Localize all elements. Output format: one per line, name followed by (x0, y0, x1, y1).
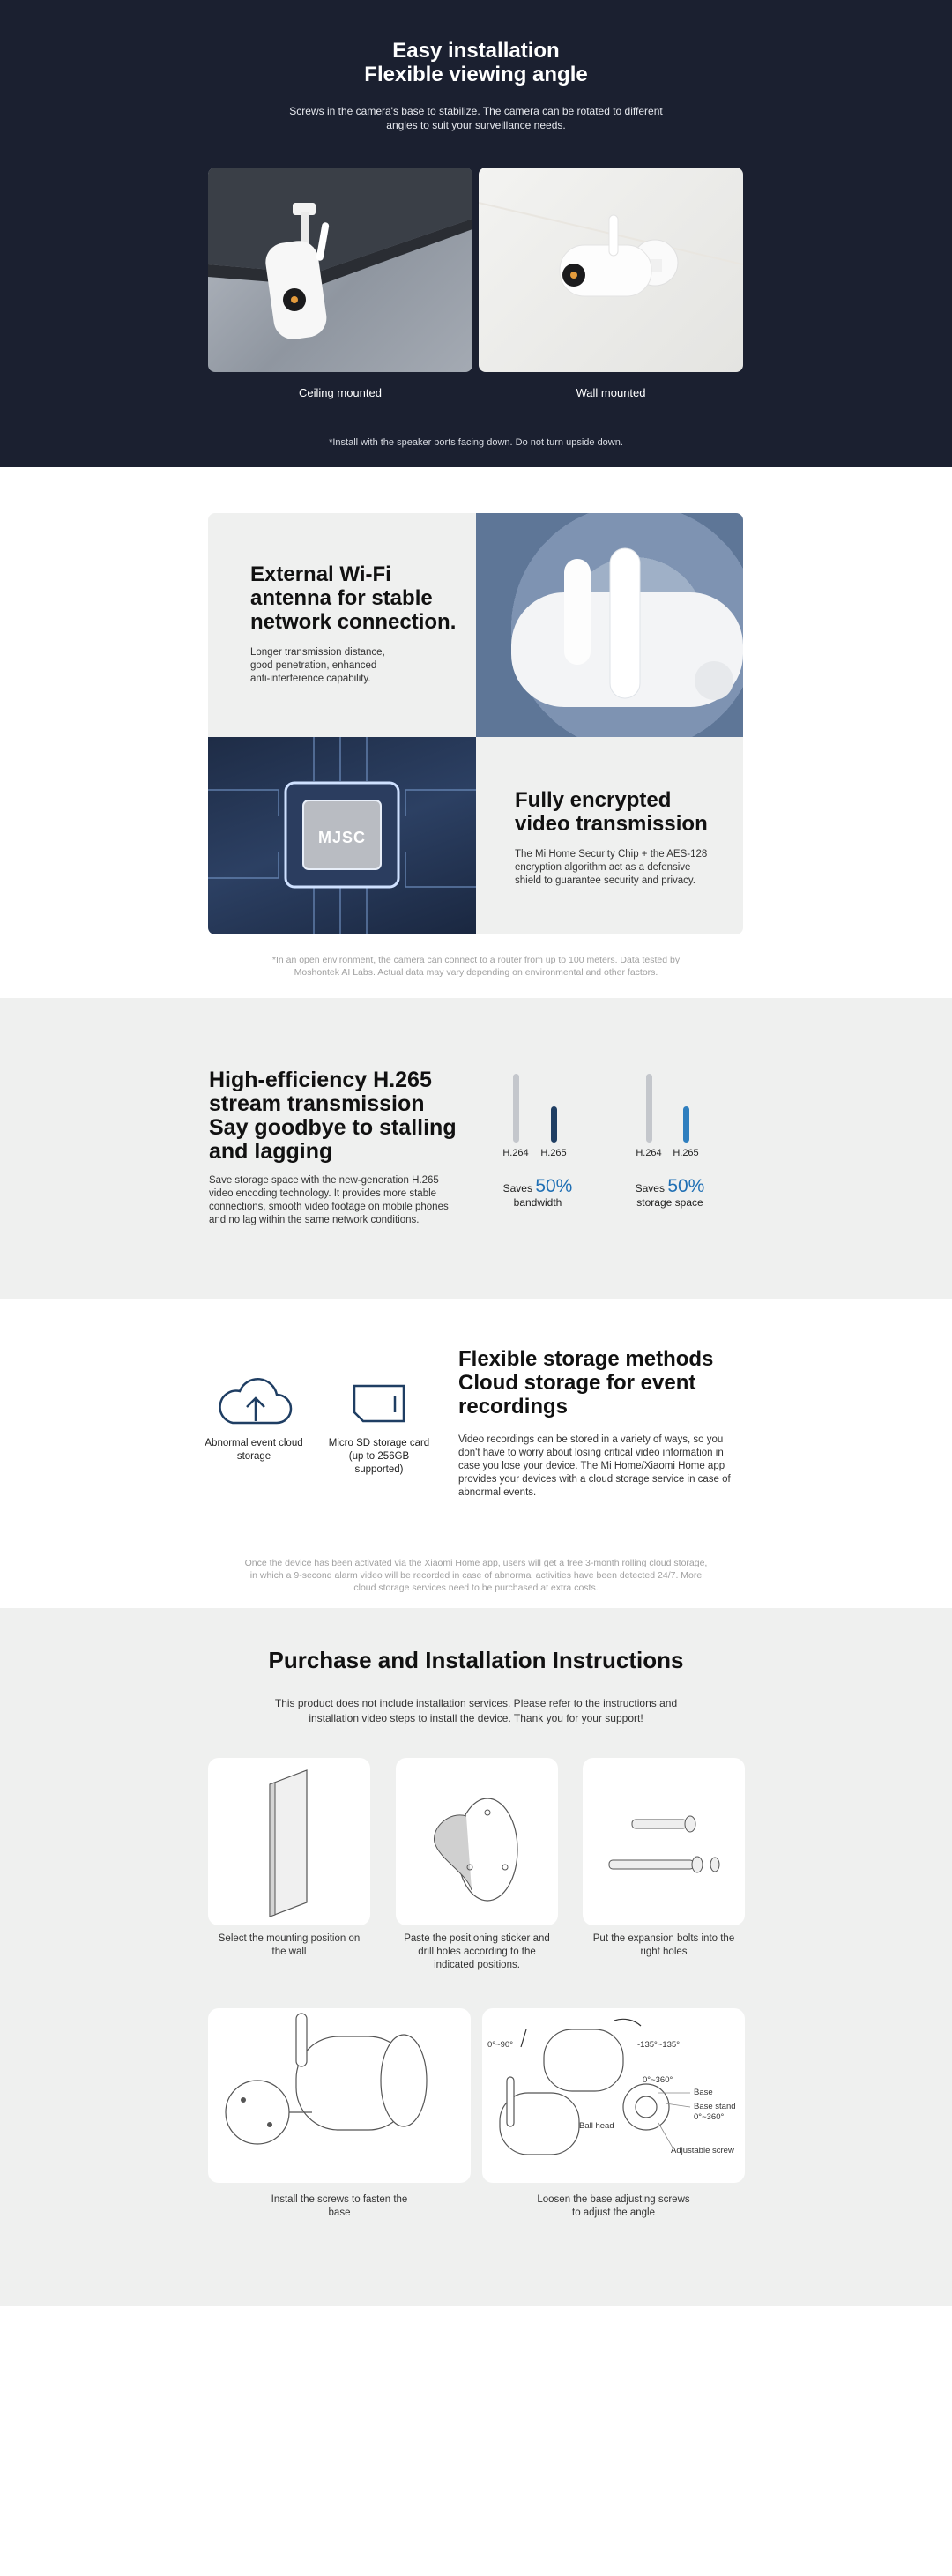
h265-title: High-efficiency H.265 stream transmission Say goodbye to stalling and lagging (209, 1068, 457, 1164)
step-5-caption: Loosen the base adjusting screws to adjust the angle (537, 2194, 690, 2218)
h264-storage-bar (646, 1074, 652, 1143)
step-3-caption: Put the expansion bolts into the right holes (592, 1933, 735, 1957)
h265-label: H.265 (673, 1148, 699, 1158)
sd-card-icon (351, 1382, 407, 1425)
antenna-illustration (476, 513, 743, 737)
base-annotation: Base (694, 2088, 713, 2097)
expansion-bolts-illustration (583, 1758, 745, 1925)
base-stand-annotation: Base stand (694, 2102, 736, 2111)
adjustable-screw-annotation: Adjustable screw (671, 2146, 734, 2155)
encryption-text-block (515, 788, 726, 888)
h265-description: Save storage space with the new-generation H.265 video encoding technology. It provides more stable connections, smooth video footage on mobile phones and no lag within the same network conditions. (209, 1175, 449, 1225)
wifi-text-block (250, 562, 471, 686)
chip-label: MJSC (317, 829, 366, 846)
step-3-card (583, 1758, 745, 1925)
h264-label: H.264 (636, 1148, 662, 1158)
storage-savings: Saves 50% storage space (635, 1176, 705, 1209)
step-5-card (482, 2008, 745, 2183)
wall-mounted-photo (479, 168, 743, 372)
instructions-section (0, 1608, 952, 2306)
ball-head-annotation: Ball head (579, 2121, 614, 2131)
install-subtitle: Screws in the camera's base to stabilize. The camera can be rotated to different angles to suit your surveillance needs. (289, 105, 663, 131)
step-2-card (396, 1758, 558, 1925)
h265-label: H.265 (540, 1148, 567, 1158)
storage-title: Flexible storage methods Cloud storage for event recordings (458, 1347, 714, 1418)
security-chip-photo (208, 737, 476, 934)
storage-percent: 50% (667, 1176, 705, 1196)
sd-card-label: Micro SD storage card (up to 256GB supported) (328, 1438, 430, 1475)
h264-label: H.264 (502, 1148, 529, 1158)
wall-panel-illustration (208, 1758, 370, 1925)
ceiling-mounted-caption: Ceiling mounted (299, 386, 382, 399)
range-note: *In an open environment, the camera can connect to a router from up to 100 meters. Data tested by Moshontek AI Labs. Actual data may vary depending on environmental and other factors. (271, 955, 681, 978)
install-note: *Install with the speaker ports facing down. Do not turn upside down. (329, 437, 623, 448)
h265-section (0, 998, 952, 1299)
step-2-caption: Paste the positioning sticker and drill holes according to the indicated positions. (404, 1933, 550, 1970)
storage-metric: storage space (636, 1196, 703, 1209)
encryption-description: The Mi Home Security Chip + the AES-128 encryption algorithm act as a defensive shield to guarantee security and privacy. (515, 849, 708, 886)
wifi-encryption-grid (208, 513, 743, 934)
instructions-title: Purchase and Installation Instructions (268, 1647, 684, 1673)
h264-bandwidth-bar (513, 1074, 519, 1143)
positioning-sticker-illustration (396, 1758, 558, 1925)
fasten-base-illustration (208, 2008, 471, 2183)
step-1-caption: Select the mounting position on the wall (218, 1933, 361, 1957)
cloud-upload-icon (213, 1377, 294, 1428)
encryption-title: Fully encrypted video transmission (515, 788, 708, 836)
storage-description: Video recordings can be stored in a variety of ways, so you don't have to worry about losing critical video information in case you lose your device. The Mi Home/Xiaomi Home app provides your devices with a cloud storage service in case of abnormal events. (458, 1434, 731, 1498)
wall-camera-illustration (479, 168, 743, 372)
antenna-photo (476, 513, 743, 737)
rotate-range-annotation: 0°~360° (643, 2075, 673, 2085)
bandwidth-metric: bandwidth (513, 1196, 562, 1209)
step-4-card (208, 2008, 471, 2183)
tilt-range-annotation: 0°~90° (487, 2040, 513, 2050)
bandwidth-percent: 50% (535, 1176, 573, 1196)
step-1-card (208, 1758, 370, 1925)
h265-bandwidth-bar (551, 1106, 557, 1143)
install-title: Easy installation Flexible viewing angle (364, 39, 588, 86)
ceiling-mounted-photo (208, 168, 472, 372)
cloud-storage-label: Abnormal event cloud storage (205, 1438, 303, 1462)
base-stand-rotate-annotation: 0°~360° (694, 2112, 725, 2122)
h265-storage-bar (683, 1106, 689, 1143)
wifi-title: External Wi-Fi antenna for stable network connection. (250, 562, 457, 634)
install-section (0, 0, 952, 467)
pan-range-annotation: -135°~135° (637, 2040, 681, 2050)
cloud-storage-note: Once the device has been activated via the Xiaomi Home app, users will get a free 3-month rolling cloud storage, in which a 9-second alarm video will be recorded in case of abnormal activities have been detected 24/7. More cloud storage services need to be purchased at extra costs. (244, 1558, 708, 1593)
bandwidth-savings: Saves 50% bandwidth (502, 1176, 573, 1209)
step-4-caption: Install the screws to fasten the base (271, 2194, 408, 2218)
ceiling-camera-illustration (208, 168, 472, 372)
wall-mounted-caption: Wall mounted (576, 386, 646, 399)
instructions-intro: This product does not include installation services. Please refer to the instructions and installation video steps to install the device. Thank you for your support! (274, 1697, 678, 1724)
wifi-description: Longer transmission distance, good penetration, enhanced anti-interference capability. (250, 647, 385, 684)
